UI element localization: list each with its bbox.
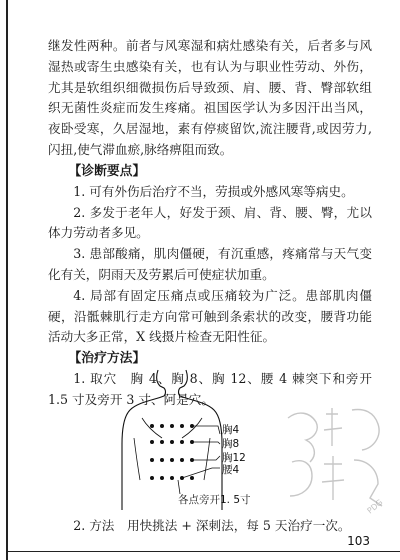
leader-line-t12: [192, 456, 220, 460]
torso-outline-right: [180, 396, 222, 510]
head-outline-left: [157, 370, 166, 396]
acupoint-row-t4: [150, 424, 194, 428]
bottom-rule: [6, 551, 400, 552]
acupoint-row-t12: [150, 458, 194, 462]
leader-line-t4: [192, 426, 220, 434]
label-l4: 腰4: [222, 464, 240, 476]
leader-line-t8: [192, 442, 220, 444]
torso-outline-left: [122, 396, 164, 510]
paragraph-intro: 继发性两种。前者与风寒湿和病灶感染有关，后者多与风湿热或寄生虫感染有关，也有认为与职业性劳动、外伤，尤其是软组织细微损伤后导致颈、肩、腰、背、臀部软组织无菌性炎症而发生疼痛。祖国医学认为多因汗出当风，夜卧受寒，久居湿地，素有停痰留饮,流注腰背,或因劳力,闪扭,使气滞血瘀,脉络痹阻而致。: [48, 38, 372, 157]
label-t4: 胸4: [222, 424, 240, 436]
diagnosis-item-4: 4. 局部有固定压痛点或压痛较为广泛。患部肌肉僵硬，沿骶棘肌行走方向常可触到条索状的改变，腰背功能活动大多正常，X 线摄片检查无阳性征。: [48, 287, 372, 345]
label-offset-note: 各点旁开1. 5寸: [178, 494, 251, 506]
treatment-item-1: 1. 取穴 胸 4、胸 8、胸 12、腰 4 棘突下和旁开 1.5 寸及旁开 3 寸、阿是穴。: [48, 371, 372, 407]
diagnosis-item-3: 3. 患部酸痛，肌肉僵硬，有沉重感，疼痛常与天气变化有关，阴雨天及劳累后可使症状加重。: [48, 246, 372, 282]
diagnosis-item-2: 2. 多发于老年人，好发于颈、肩、背、腰、臀，尤以体力劳动者多见。: [48, 204, 372, 241]
library-watermark-stamp: [278, 400, 398, 520]
right-arm-crease: [204, 438, 210, 480]
body-text: [48, 36, 372, 411]
stamp-pdg-text: PDG: [365, 497, 385, 516]
back-silhouette-drawing: [120, 368, 280, 510]
heading-diagnosis: 【诊断要点】: [68, 163, 146, 179]
back-acupoint-figure: [120, 368, 280, 510]
label-t8: 胸8: [222, 438, 240, 450]
diagnosis-item-1: 1. 可有外伤后治疗不当，劳损或外感风寒等病史。: [73, 183, 354, 199]
left-arm-crease: [134, 438, 140, 480]
label-t12: 胸12: [222, 452, 246, 464]
leader-line-l4: [182, 468, 220, 478]
leader-line-note: [178, 480, 180, 494]
page-number: 103: [347, 534, 370, 548]
treatment-item-2: 2. 方法 用快挑法 + 深刺法，每 5 天治疗一次。: [73, 518, 351, 533]
head-outline-right: [179, 370, 188, 396]
heading-treatment: 【治疗方法】: [68, 351, 146, 367]
left-margin-rule: [6, 0, 8, 560]
acupoint-row-t8: [150, 440, 194, 444]
